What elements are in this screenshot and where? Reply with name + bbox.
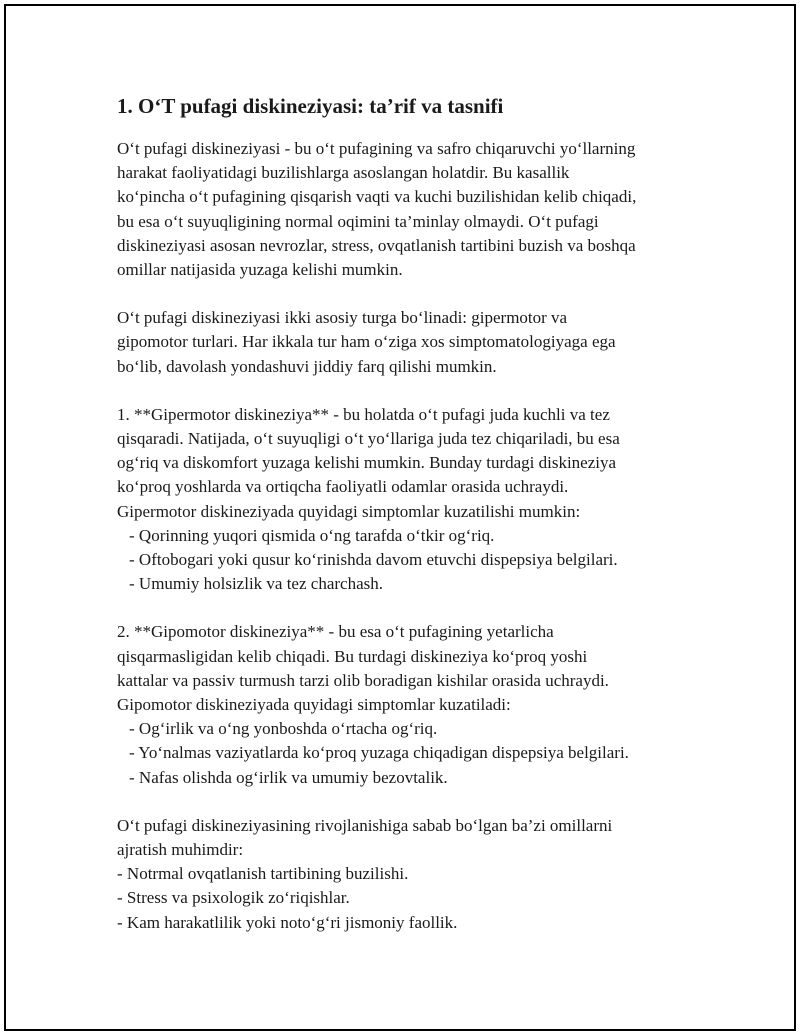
paragraph-hypermotor (117, 403, 697, 597)
text-line: gipomotor turlari. Har ikkala tur ham o‘ziga xos simptomatologiyaga ega (117, 332, 616, 352)
text-line: qisqaradi. Natijada, o‘t suyuqligi o‘t yo‘llariga juda tez chiqariladi, bu esa (117, 429, 620, 449)
paragraph-classification (117, 306, 697, 379)
text-line: ajratish muhimdir: (117, 840, 244, 860)
list-item: - Qorinning yuqori qismida o‘ng tarafda o‘tkir og‘riq. (129, 525, 495, 545)
list-item: - Yo‘nalmas vaziyatlarda ko‘proq yuzaga chiqadigan dispepsiya belgilari. (129, 743, 629, 763)
section-heading: 1. O‘T pufagi diskineziyasi: ta’rif va tasnifi (117, 94, 504, 118)
text-line: 2. **Gipomotor diskineziya** - bu esa o‘t pufagining yetarlicha (117, 622, 554, 642)
text-line: bo‘lib, davolash yondashuvi jiddiy farq qilishi mumkin. (117, 356, 497, 376)
text-line: 1. **Gipermotor diskineziya** - bu holatda o‘t pufagi juda kuchli va tez (117, 404, 610, 424)
list-item: - Stress va psixologik zo‘riqishlar. (117, 888, 350, 908)
text-line: omillar natijasida yuzaga kelishi mumkin. (117, 260, 403, 280)
list-item: - Og‘irlik va o‘ng yonboshda o‘rtacha og‘riq. (129, 719, 438, 739)
text-line: Gipomotor diskineziyada quyidagi simptomlar kuzatiladi: (117, 695, 511, 715)
text-line: O‘t pufagi diskineziyasining rivojlanishiga sabab bo‘lgan ba’zi omillarni (117, 815, 613, 835)
list-item: - Oftobogari yoki qusur ko‘rinishda davom etuvchi dispepsiya belgilari. (129, 550, 618, 570)
text-line: O‘t pufagi diskineziyasi ikki asosiy turga bo‘linadi: gipermotor va (117, 308, 568, 328)
paragraph-definition (117, 137, 697, 282)
list-item: - Umumiy holsizlik va tez charchash. (129, 574, 383, 594)
text-line: ko‘pincha o‘t pufagining qisqarish vaqti va kuchi buzilishidan kelib chiqadi, (117, 187, 637, 207)
text-line: og‘riq va diskomfort yuzaga kelishi mumkin. Bunday turdagi diskineziya (117, 453, 617, 473)
text-line: qisqarmasligidan kelib chiqadi. Bu turdagi diskineziya ko‘proq yoshi (117, 646, 588, 666)
text-line: harakat faoliyatidagi buzilishlarga asoslangan holatdir. Bu kasallik (117, 163, 570, 183)
text-line: O‘t pufagi diskineziyasi - bu o‘t pufagining va safro chiqaruvchi yo‘llarning (117, 139, 636, 158)
document-body (117, 92, 697, 959)
list-item: - Nafas olishda og‘irlik va umumiy bezovtalik. (129, 767, 448, 787)
text-line: Gipermotor diskineziyada quyidagi simptomlar kuzatilishi mumkin: (117, 501, 581, 521)
paragraph-hypomotor (117, 620, 697, 789)
paragraph-factors (117, 814, 697, 935)
text-line: bu esa o‘t suyuqligining normal oqimini ta’minlay olmaydi. O‘t pufagi (117, 211, 599, 231)
text-line: ko‘proq yoshlarda va ortiqcha faoliyatli odamlar orasida uchraydi. (117, 477, 569, 497)
list-item: - Kam harakatlilik yoki noto‘g‘ri jismoniy faollik. (117, 912, 458, 932)
text-line: kattalar va passiv turmush tarzi olib boradigan kishilar orasida uchraydi. (117, 670, 609, 690)
list-item: - Notrmal ovqatlanish tartibining buzilishi. (117, 864, 409, 884)
text-line: diskineziyasi asosan nevrozlar, stress, ovqatlanish tartibini buzish va boshqa (117, 235, 636, 255)
